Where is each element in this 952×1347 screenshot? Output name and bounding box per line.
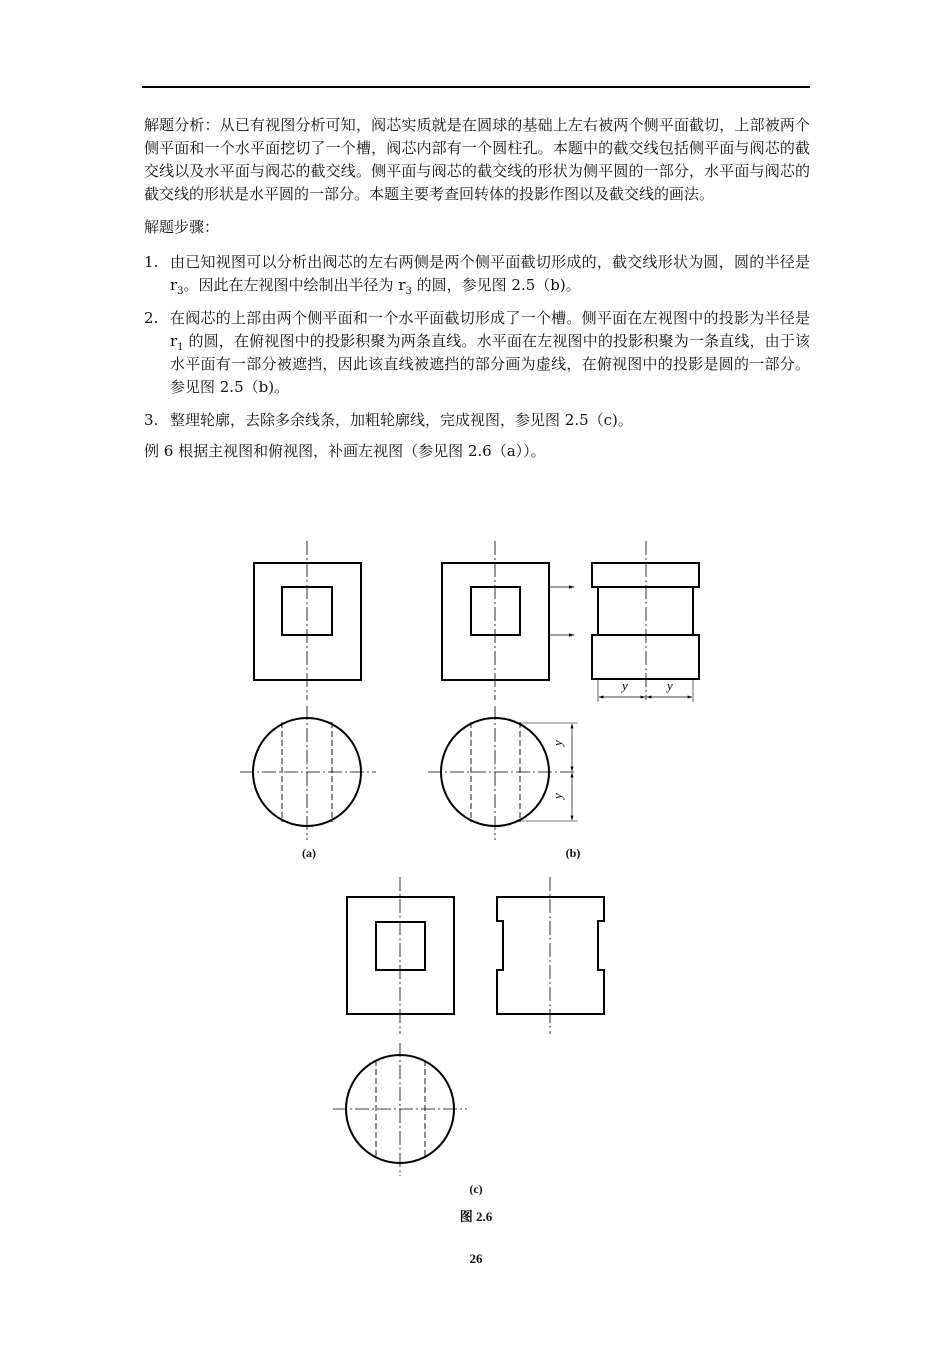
dim-y-2: y xyxy=(667,678,673,693)
step-1: 1. 由已知视图可以分析出阀芯的左右两侧是两个侧平面截切形成的，截交线形状为圆，圆的半径是 $r_3$。因此在左视图中绘制出半径为 $r_3$ 的圆，参见图 2.5（b)。 xyxy=(144,253,810,297)
front-view-a xyxy=(254,541,361,700)
left-view-b xyxy=(592,541,699,702)
step-3: 3. 整理轮廓，去除多余线条，加粗轮廓线，完成视图，参见图 2.5（c)。 xyxy=(144,409,810,432)
caption-b: (b) xyxy=(565,846,581,860)
dim-y-1: y xyxy=(622,678,628,693)
caption-c: (c) xyxy=(469,1182,483,1196)
analysis-paragraph: 解题分析：从已有视图分析可知，阀芯实质就是在圆球的基础上左右被两个侧平面截切，上部被两个侧平面和一个水平面挖切了一个槽，阀芯内部有一个圆柱孔。本题中的截交线包括侧平面与阀芯的截交线以及水平面与阀芯的截交线。侧平面与阀芯的截交线的形状为侧平圆的一部分，水平面与阀芯的截交线的形状是水平圆的一部分。本题主要考查回转体的投影作图以及截交线的画法。 xyxy=(144,116,810,203)
figure-title: 图 2.6 xyxy=(459,1209,493,1224)
top-view-c xyxy=(333,1043,467,1176)
steps-heading: 解题步骤： xyxy=(144,218,220,236)
dim-y-4: y xyxy=(550,793,565,799)
caption-a: (a) xyxy=(302,846,316,860)
view-a xyxy=(240,541,376,840)
step-number: 2. xyxy=(144,309,159,327)
step-2: 2. 在阀芯的上部由两个侧平面和一个水平面截切形成了一个槽。侧平面在左视图中的投影为半径是 $r_1$ 的圆，在俯视图中的投影积聚为两条直线。水平面在左视图中的投影积聚为一条直线，由于该水平面有一部分被遮挡，因此该直线被遮挡的部分画为虚线，在俯视图中的投影是圆的一部分。参见图 2.5（b)。 xyxy=(144,309,810,396)
step-number: 3. xyxy=(144,411,159,429)
dim-y-3: y xyxy=(550,740,565,746)
top-view-a xyxy=(240,706,376,840)
page-number: 26 xyxy=(469,1251,483,1266)
front-view-c xyxy=(347,877,454,1034)
view-c xyxy=(333,877,604,1176)
example-6: 例 6 根据主视图和俯视图，补画左视图（参见图 2.6（a））。 xyxy=(144,442,546,460)
front-view-b xyxy=(442,541,574,700)
left-view-c xyxy=(497,877,604,1034)
view-b xyxy=(428,541,699,840)
top-view-b xyxy=(428,706,578,840)
step-number: 1. xyxy=(144,253,159,271)
